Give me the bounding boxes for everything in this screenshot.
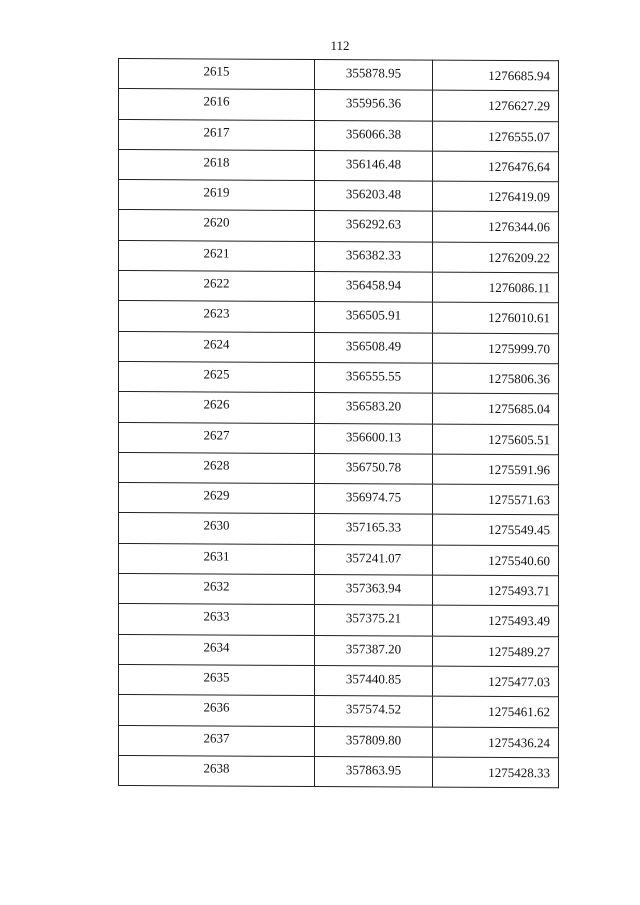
y-coordinate-cell: 1275806.36	[433, 363, 559, 394]
y-coordinate-cell: 1275428.33	[433, 757, 559, 788]
x-coordinate-cell: 357440.85	[315, 665, 433, 696]
y-coordinate-cell: 1275493.49	[433, 605, 559, 636]
x-coordinate-cell: 356555.55	[315, 362, 433, 393]
point-number-cell: 2633	[119, 604, 315, 635]
page-number: 112	[330, 38, 350, 53]
x-coordinate-cell: 357863.95	[315, 756, 433, 787]
point-number-cell: 2623	[119, 301, 315, 332]
point-number-cell: 2632	[119, 574, 315, 605]
table-row	[119, 604, 559, 637]
y-coordinate-cell: 1275540.60	[433, 545, 559, 576]
y-coordinate-cell: 1276627.29	[433, 90, 559, 121]
coordinates-table-body	[119, 59, 559, 788]
coordinates-table-wrapper	[118, 58, 558, 788]
y-coordinate-cell: 1276685.94	[433, 60, 559, 91]
y-coordinate-cell: 1276344.06	[433, 212, 559, 243]
x-coordinate-cell: 356505.91	[315, 302, 433, 333]
table-row	[119, 755, 559, 788]
table-row	[119, 331, 559, 364]
table-row	[119, 664, 559, 697]
x-coordinate-cell: 356600.13	[315, 423, 433, 454]
point-number-cell: 2621	[119, 240, 315, 271]
table-row	[119, 452, 559, 485]
x-coordinate-cell: 356292.63	[315, 211, 433, 242]
point-number-cell: 2622	[119, 271, 315, 302]
point-number-cell: 2618	[119, 149, 315, 180]
table-row	[119, 634, 559, 667]
x-coordinate-cell: 357809.80	[315, 726, 433, 757]
table-row	[119, 725, 559, 758]
point-number-cell: 2635	[119, 664, 315, 695]
table-row	[119, 422, 559, 455]
x-coordinate-cell: 357241.07	[315, 544, 433, 575]
table-row	[119, 180, 559, 213]
x-coordinate-cell: 356750.78	[315, 453, 433, 484]
x-coordinate-cell: 356066.38	[315, 120, 433, 151]
coordinates-table	[118, 58, 559, 788]
table-row	[119, 483, 559, 516]
point-number-cell: 2627	[119, 422, 315, 453]
x-coordinate-cell: 357363.94	[315, 575, 433, 606]
x-coordinate-cell: 357387.20	[315, 635, 433, 666]
y-coordinate-cell: 1275461.62	[433, 696, 559, 727]
table-row	[119, 543, 559, 576]
x-coordinate-cell: 357165.33	[315, 514, 433, 545]
x-coordinate-cell: 357574.52	[315, 696, 433, 727]
y-coordinate-cell: 1276086.11	[433, 272, 559, 303]
y-coordinate-cell: 1275571.63	[433, 484, 559, 515]
point-number-cell: 2637	[119, 725, 315, 756]
table-row	[119, 119, 559, 152]
x-coordinate-cell: 355956.36	[315, 90, 433, 121]
y-coordinate-cell: 1276209.22	[433, 242, 559, 273]
y-coordinate-cell: 1275685.04	[433, 393, 559, 424]
point-number-cell: 2634	[119, 634, 315, 665]
x-coordinate-cell: 356382.33	[315, 241, 433, 272]
point-number-cell: 2626	[119, 392, 315, 423]
point-number-cell: 2616	[119, 89, 315, 120]
point-number-cell: 2628	[119, 452, 315, 483]
y-coordinate-cell: 1276419.09	[433, 181, 559, 212]
y-coordinate-cell: 1275493.71	[433, 575, 559, 606]
x-coordinate-cell: 357375.21	[315, 605, 433, 636]
y-coordinate-cell: 1276476.64	[433, 151, 559, 182]
point-number-cell: 2625	[119, 361, 315, 392]
x-coordinate-cell: 356583.20	[315, 393, 433, 424]
table-row	[119, 695, 559, 728]
point-number-cell: 2617	[119, 119, 315, 150]
table-row	[119, 301, 559, 334]
y-coordinate-cell: 1275549.45	[433, 515, 559, 546]
table-row	[119, 574, 559, 607]
table-row	[119, 240, 559, 273]
point-number-cell: 2624	[119, 331, 315, 362]
y-coordinate-cell: 1275605.51	[433, 424, 559, 455]
point-number-cell: 2629	[119, 483, 315, 514]
y-coordinate-cell: 1275591.96	[433, 454, 559, 485]
table-row	[119, 392, 559, 425]
table-row	[119, 149, 559, 182]
y-coordinate-cell: 1276555.07	[433, 121, 559, 152]
point-number-cell: 2636	[119, 695, 315, 726]
y-coordinate-cell: 1275999.70	[433, 333, 559, 364]
y-coordinate-cell: 1275489.27	[433, 636, 559, 667]
x-coordinate-cell: 356203.48	[315, 181, 433, 212]
x-coordinate-cell: 356974.75	[315, 484, 433, 515]
point-number-cell: 2615	[119, 59, 315, 90]
point-number-cell: 2619	[119, 180, 315, 211]
y-coordinate-cell: 1275436.24	[433, 727, 559, 758]
table-row	[119, 59, 559, 92]
table-row	[119, 271, 559, 304]
point-number-cell: 2620	[119, 210, 315, 241]
table-row	[119, 210, 559, 243]
point-number-cell: 2638	[119, 755, 315, 786]
y-coordinate-cell: 1276010.61	[433, 303, 559, 334]
table-row	[119, 513, 559, 546]
x-coordinate-cell: 356508.49	[315, 332, 433, 363]
point-number-cell: 2631	[119, 543, 315, 574]
x-coordinate-cell: 356146.48	[315, 150, 433, 181]
x-coordinate-cell: 355878.95	[315, 60, 433, 91]
point-number-cell: 2630	[119, 513, 315, 544]
y-coordinate-cell: 1275477.03	[433, 666, 559, 697]
x-coordinate-cell: 356458.94	[315, 272, 433, 303]
table-row	[119, 89, 559, 122]
table-row	[119, 361, 559, 394]
